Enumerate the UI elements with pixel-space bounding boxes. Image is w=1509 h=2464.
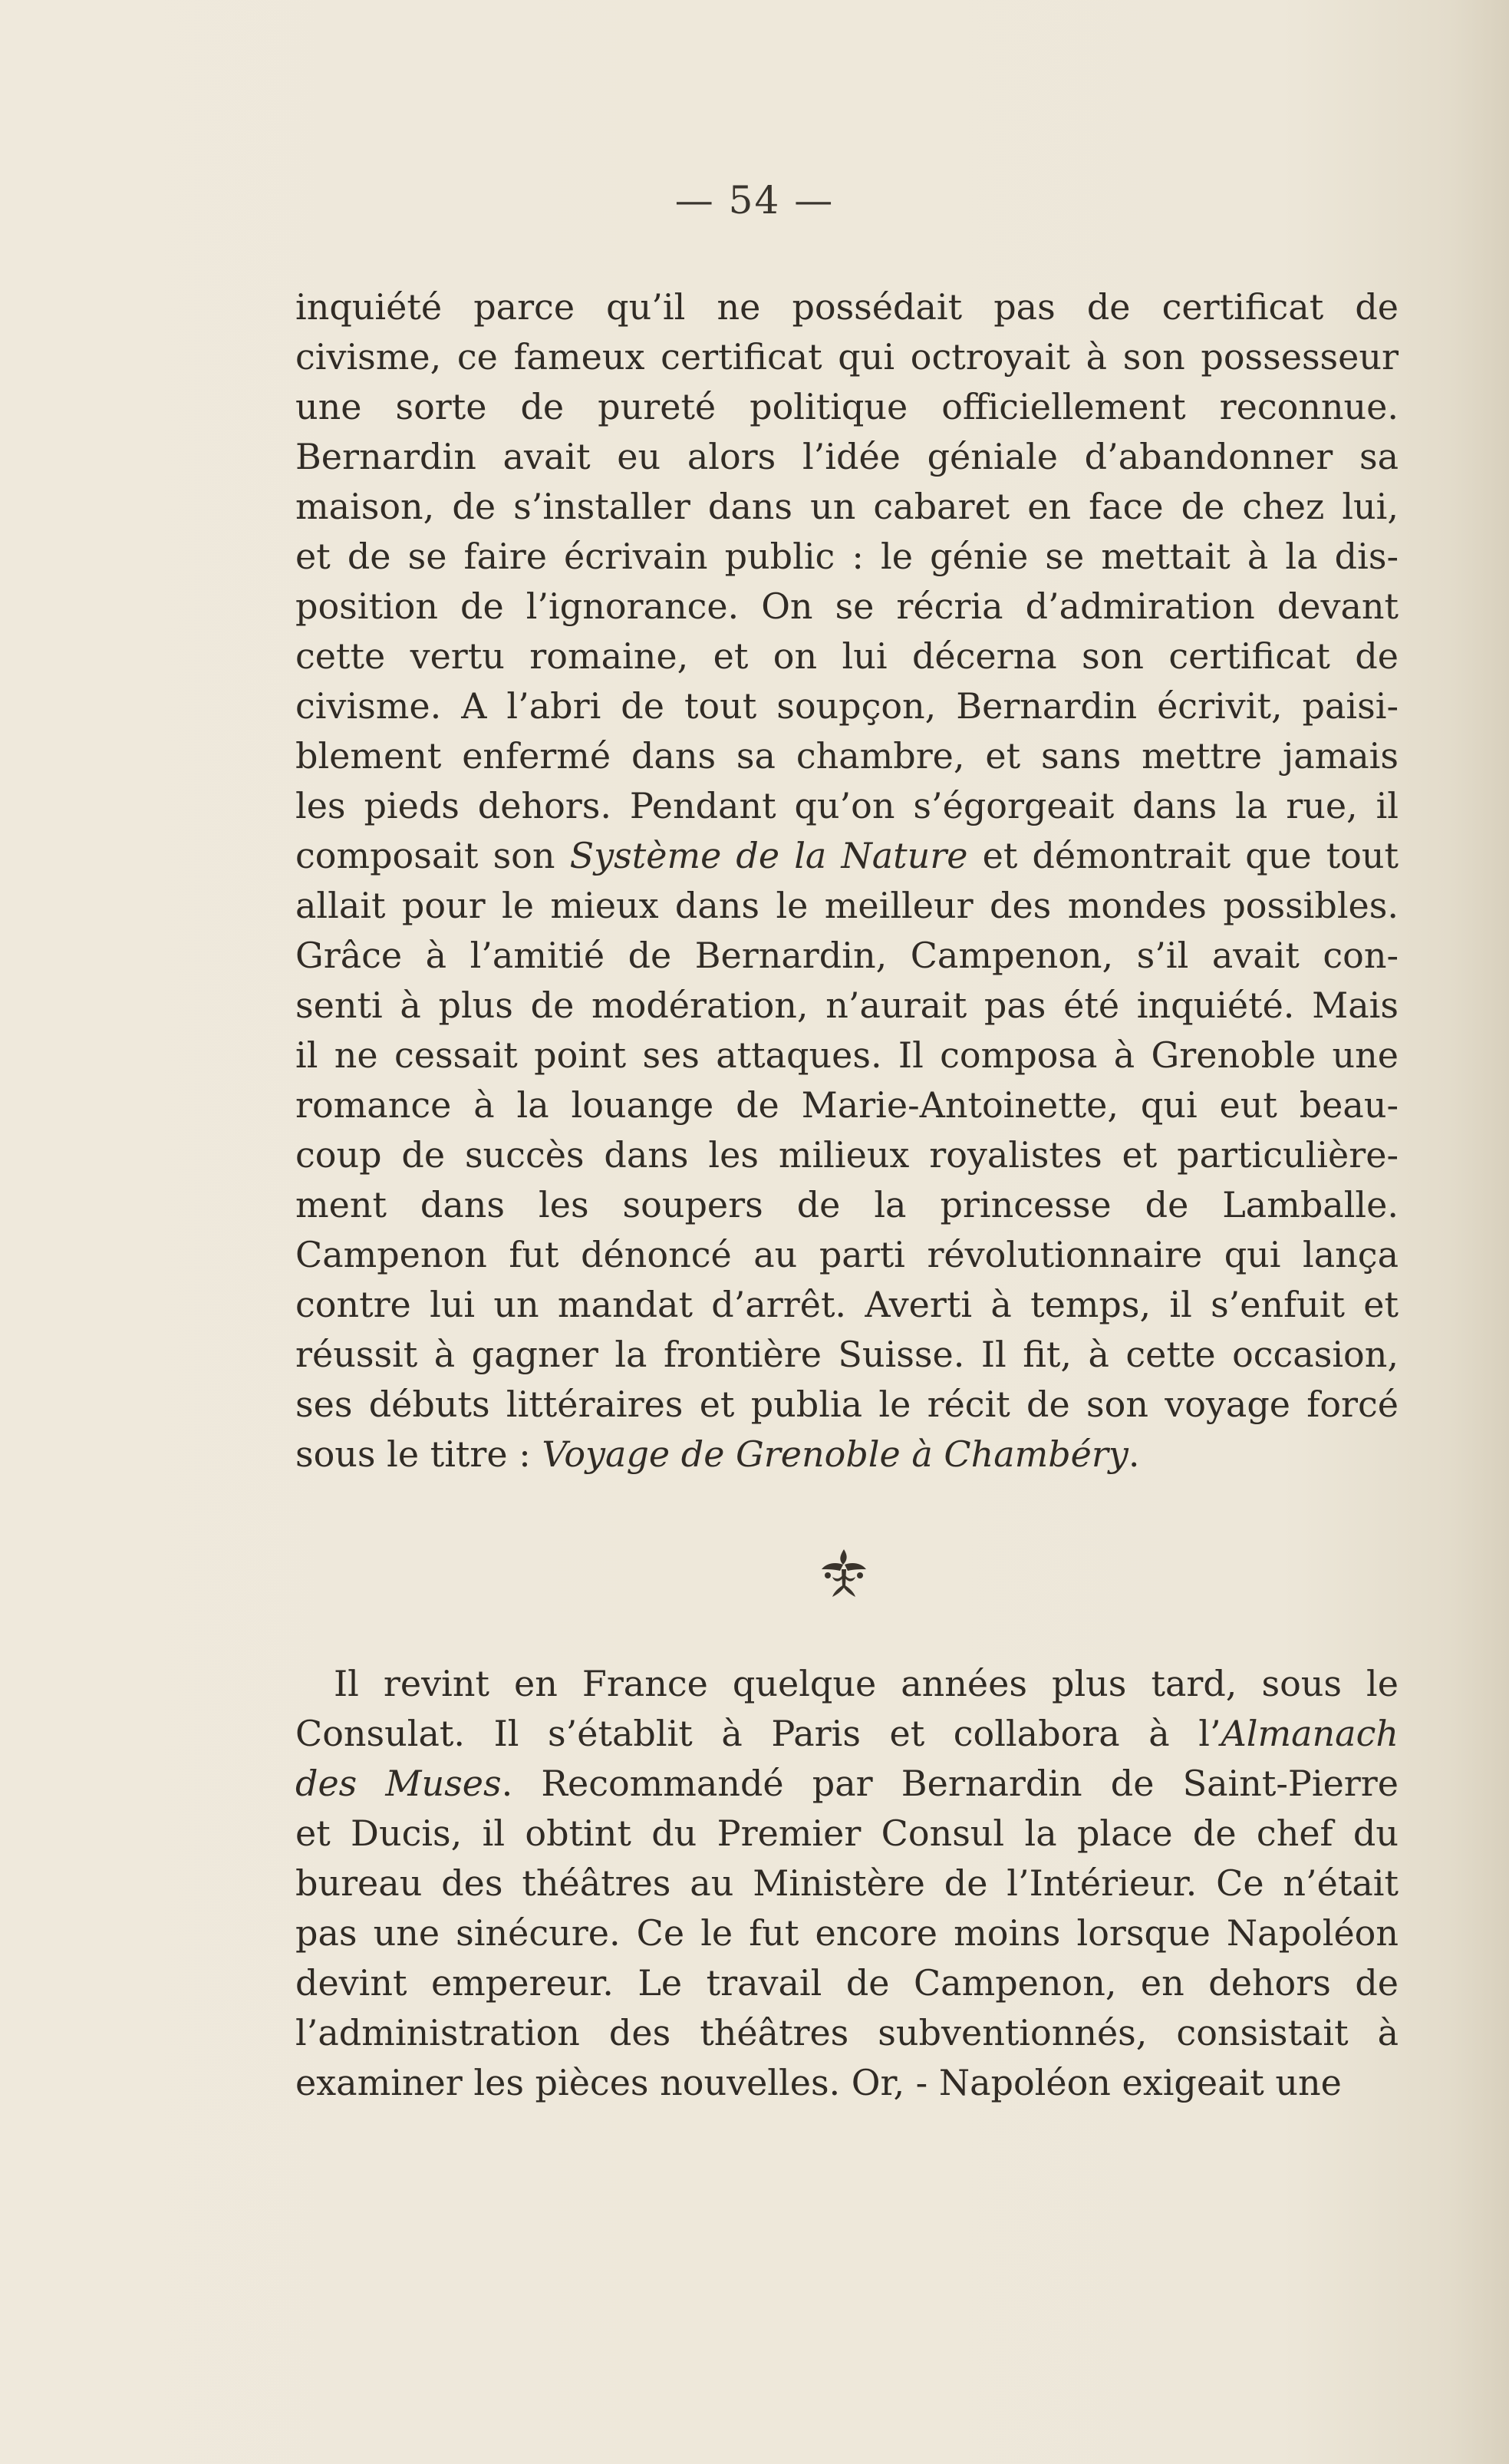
- text-run: sous le titre :: [295, 1433, 542, 1475]
- fleuron-icon: [809, 1546, 878, 1600]
- text-run: Grâce à l’amitié de Bernardin, Campenon, s’il avait con-: [295, 935, 1399, 976]
- text-line: [295, 1080, 1399, 1130]
- text-line: [295, 931, 1399, 981]
- text-run: Campenon fut dénoncé au parti révolutionnaire qui lança: [295, 1234, 1399, 1275]
- text-run: blement enfermé dans sa chambre, et sans mettre jamais: [295, 735, 1399, 777]
- text-line: [295, 1380, 1399, 1430]
- text-line: [295, 1859, 1399, 1908]
- text-line: [295, 831, 1399, 881]
- text-run: réussit à gagner la frontière Suisse. Il fit, à cette occasion,: [295, 1334, 1399, 1375]
- text-run: .: [1128, 1433, 1140, 1475]
- text-line: [295, 1330, 1399, 1380]
- italic-title: Système de la Nature: [569, 835, 968, 876]
- text-line: [295, 1230, 1399, 1280]
- text-line: [295, 2008, 1399, 2058]
- text-run: l’administration des théâtres subventionnés, consistait à: [295, 2012, 1399, 2053]
- text-line: [295, 382, 1399, 432]
- text-line: [295, 731, 1399, 781]
- text-line: [295, 1659, 1399, 1709]
- text-line: [295, 1280, 1399, 1330]
- text-run: et Ducis, il obtint du Premier Consul la place de chef du: [295, 1813, 1399, 1854]
- text-line: [295, 881, 1399, 931]
- text-run: ses débuts littéraires et publia le récit de son voyage forcé: [295, 1384, 1399, 1425]
- text-line: [295, 632, 1399, 681]
- text-run: civisme, ce fameux certificat qui octroyait à son possesseur: [295, 336, 1399, 378]
- text-run: Il revint en France quelque années plus tard, sous le: [334, 1663, 1399, 1704]
- text-line: [295, 1031, 1399, 1080]
- text-run: contre lui un mandat d’arrêt. Averti à temps, il s’enfuit et: [295, 1284, 1399, 1325]
- paragraph-2: [295, 1659, 1399, 2108]
- text-line: [295, 582, 1399, 632]
- text-run: et de se faire écrivain public : le génie se mettait à la dis-: [295, 536, 1399, 577]
- text-line: [295, 1958, 1399, 2008]
- text-run: examiner les pièces nouvelles. Or, - Napoléon exigeait une: [295, 2062, 1342, 2103]
- text-line: [295, 1709, 1399, 1759]
- text-line: [295, 1180, 1399, 1230]
- text-line: [295, 981, 1399, 1031]
- text-run: maison, de s’installer dans un cabaret en face de chez lui,: [295, 486, 1399, 527]
- text-line: [295, 1430, 1399, 1479]
- text-run: cette vertu romaine, et on lui décerna son certificat de: [295, 635, 1399, 677]
- text-run: ment dans les soupers de la princesse de Lamballe.: [295, 1184, 1399, 1225]
- text-run: pas une sinécure. Ce le fut encore moins lorsque Napoléon: [295, 1912, 1399, 1954]
- text-line: [295, 332, 1399, 382]
- page-number: — 54 —: [674, 178, 835, 223]
- text-run: les pieds dehors. Pendant qu’on s’égorgeait dans la rue, il: [295, 785, 1399, 826]
- text-run: inquiété parce qu’il ne possédait pas de certificat de: [295, 286, 1399, 328]
- text-run: il ne cessait point ses attaques. Il composa à Grenoble une: [295, 1034, 1399, 1076]
- text-run: Bernardin avait eu alors l’idée géniale d’abandonner sa: [295, 436, 1399, 477]
- text-line: [295, 1130, 1399, 1180]
- italic-title: Voyage de Grenoble à Chambéry: [542, 1433, 1128, 1475]
- text-line: [295, 282, 1399, 332]
- text-line: [295, 1908, 1399, 1958]
- text-run: position de l’ignorance. On se récria d’admiration devant: [295, 585, 1399, 627]
- text-line: [295, 2058, 1399, 2108]
- paragraph-1: [295, 282, 1399, 1479]
- text-line: [295, 432, 1399, 482]
- text-line: [295, 781, 1399, 831]
- italic-title: des Muses: [295, 1763, 502, 1804]
- text-run: romance à la louange de Marie-Antoinette, qui eut beau-: [295, 1084, 1399, 1126]
- text-line: [295, 681, 1399, 731]
- text-run: allait pour le mieux dans le meilleur des mondes possibles.: [295, 885, 1399, 926]
- text-line: [295, 532, 1399, 582]
- text-run: et démontrait que tout: [967, 835, 1399, 876]
- text-line: [295, 1809, 1399, 1859]
- text-run: . Recommandé par Bernardin de Saint-Pierre: [501, 1763, 1399, 1804]
- text-line: [295, 482, 1399, 532]
- text-run: composait son: [295, 835, 570, 876]
- text-run: senti à plus de modération, n’aurait pas été inquiété. Mais: [295, 985, 1399, 1026]
- text-run: devint empereur. Le travail de Campenon, en dehors de: [295, 1962, 1399, 2004]
- text-run: une sorte de pureté politique officiellement reconnue.: [295, 386, 1399, 427]
- text-run: civisme. A l’abri de tout soupçon, Bernardin écrivit, paisi-: [295, 685, 1399, 727]
- text-line: [295, 1759, 1399, 1809]
- italic-title: Almanach: [1221, 1713, 1399, 1754]
- text-run: coup de succès dans les milieux royalistes et particulière-: [295, 1134, 1399, 1176]
- text-run: Consulat. Il s’établit à Paris et collabora à l’: [295, 1713, 1221, 1754]
- text-run: bureau des théâtres au Ministère de l’Intérieur. Ce n’était: [295, 1862, 1399, 1904]
